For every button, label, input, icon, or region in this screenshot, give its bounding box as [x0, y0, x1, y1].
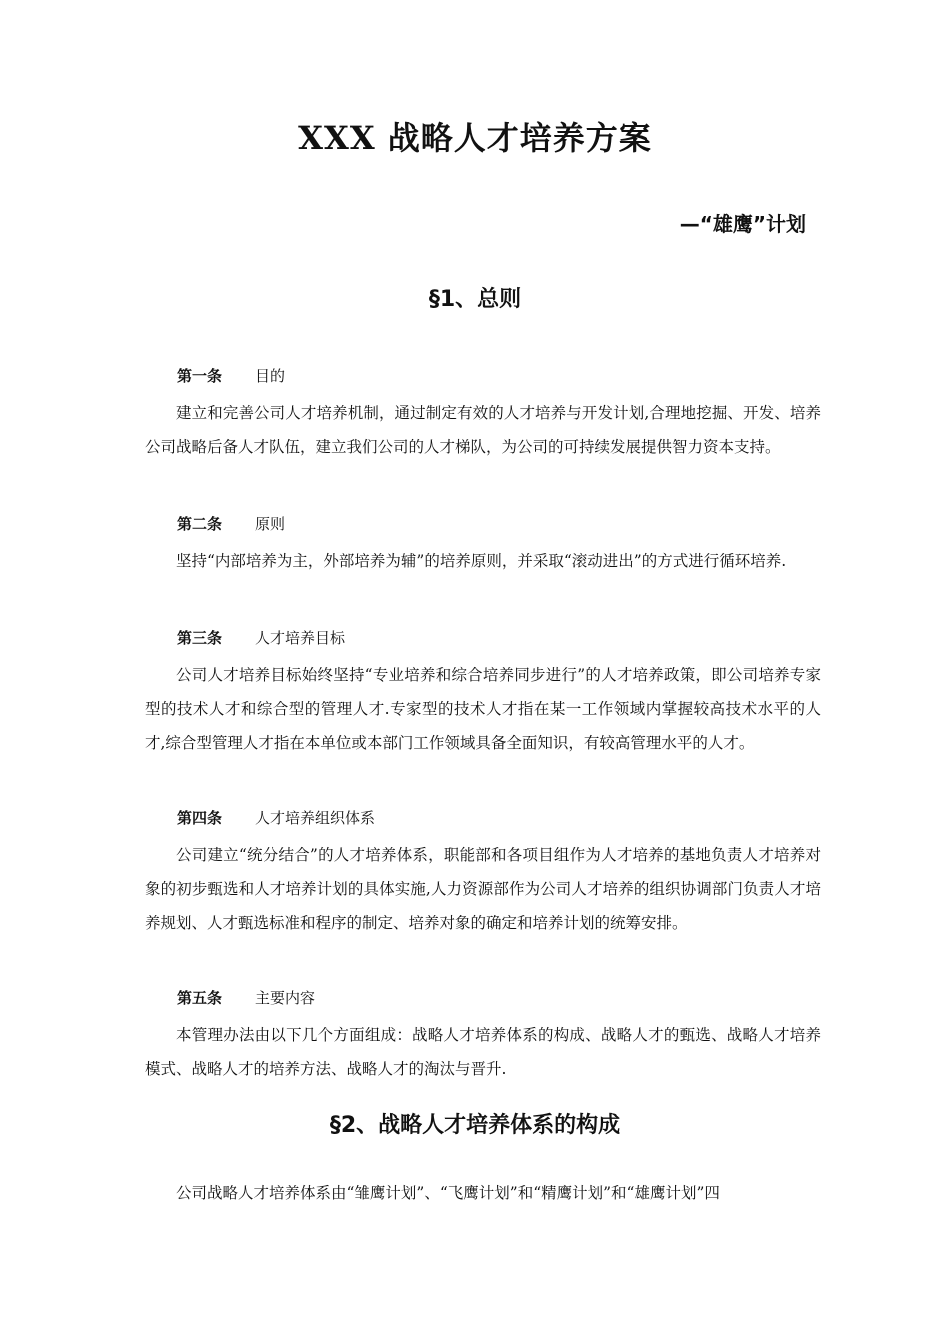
- article-number: 第三条: [177, 629, 223, 647]
- section-heading-system: §2、战略人才培养体系的构成: [329, 1113, 621, 1138]
- article-text-principle: 坚持“内部培养为主，外部培养为辅”的培养原则，并采取“滚动进出”的方式进行循环培养.: [176, 552, 787, 570]
- article-heading-principle: [177, 512, 285, 536]
- article-number: 第二条: [177, 515, 223, 533]
- article-text-purpose: 建立和完善公司人才培养机制，通过制定有效的人才培养与开发计划,合理地挖掘、开发、培养公司战略后备人才队伍，建立我们公司的人才梯队，为公司的可持续发展提供智力资本支持。: [145, 404, 821, 456]
- article-heading-organization: [177, 806, 375, 830]
- article-name: 人才培养组织体系: [255, 809, 376, 827]
- section-heading-general: §1、总则: [428, 287, 522, 312]
- article-name: 人才培养目标: [255, 629, 346, 647]
- article-name: 目的: [255, 367, 286, 385]
- article-heading-content: [177, 986, 315, 1010]
- article-heading-goals: [177, 626, 345, 650]
- article-heading-purpose: [177, 364, 285, 388]
- article-text-organization: 公司建立“统分结合”的人才培养体系，职能部和各项目组作为人才培养的基地负责人才培养对象的初步甄选和人才培养计划的具体实施,人力资源部作为公司人才培养的组织协调部门负责人才培养规划、人才甄选标准和程序的制定、培养对象的确定和培养计划的统筹安排。: [145, 846, 821, 932]
- section-text-system: 公司战略人才培养体系由“雏鹰计划”、“飞鹰计划”和“精鹰计划”和“雄鹰计划”四: [176, 1184, 720, 1202]
- article-text-goals: 公司人才培养目标始终坚持“专业培养和综合培养同步进行”的人才培养政策，即公司培养专家型的技术人才和综合型的管理人才.专家型的技术人才指在某一工作领域内掌握较高技术水平的人才,综合型管理人才指在本单位或本部门工作领域具备全面知识，有较高管理水平的人才。: [145, 666, 821, 752]
- document-subtitle: —“雄鹰”计划: [679, 212, 806, 236]
- article-text-content: 本管理办法由以下几个方面组成：战略人才培养体系的构成、战略人才的甄选、战略人才培养模式、战略人才的培养方法、战略人才的淘汰与晋升.: [145, 1026, 821, 1078]
- article-name: 主要内容: [255, 989, 316, 1007]
- article-number: 第四条: [177, 809, 223, 827]
- article-name: 原则: [255, 515, 286, 533]
- document-title: XXX 战略人才培养方案: [298, 119, 652, 157]
- article-number: 第五条: [177, 989, 223, 1007]
- article-number: 第一条: [177, 367, 223, 385]
